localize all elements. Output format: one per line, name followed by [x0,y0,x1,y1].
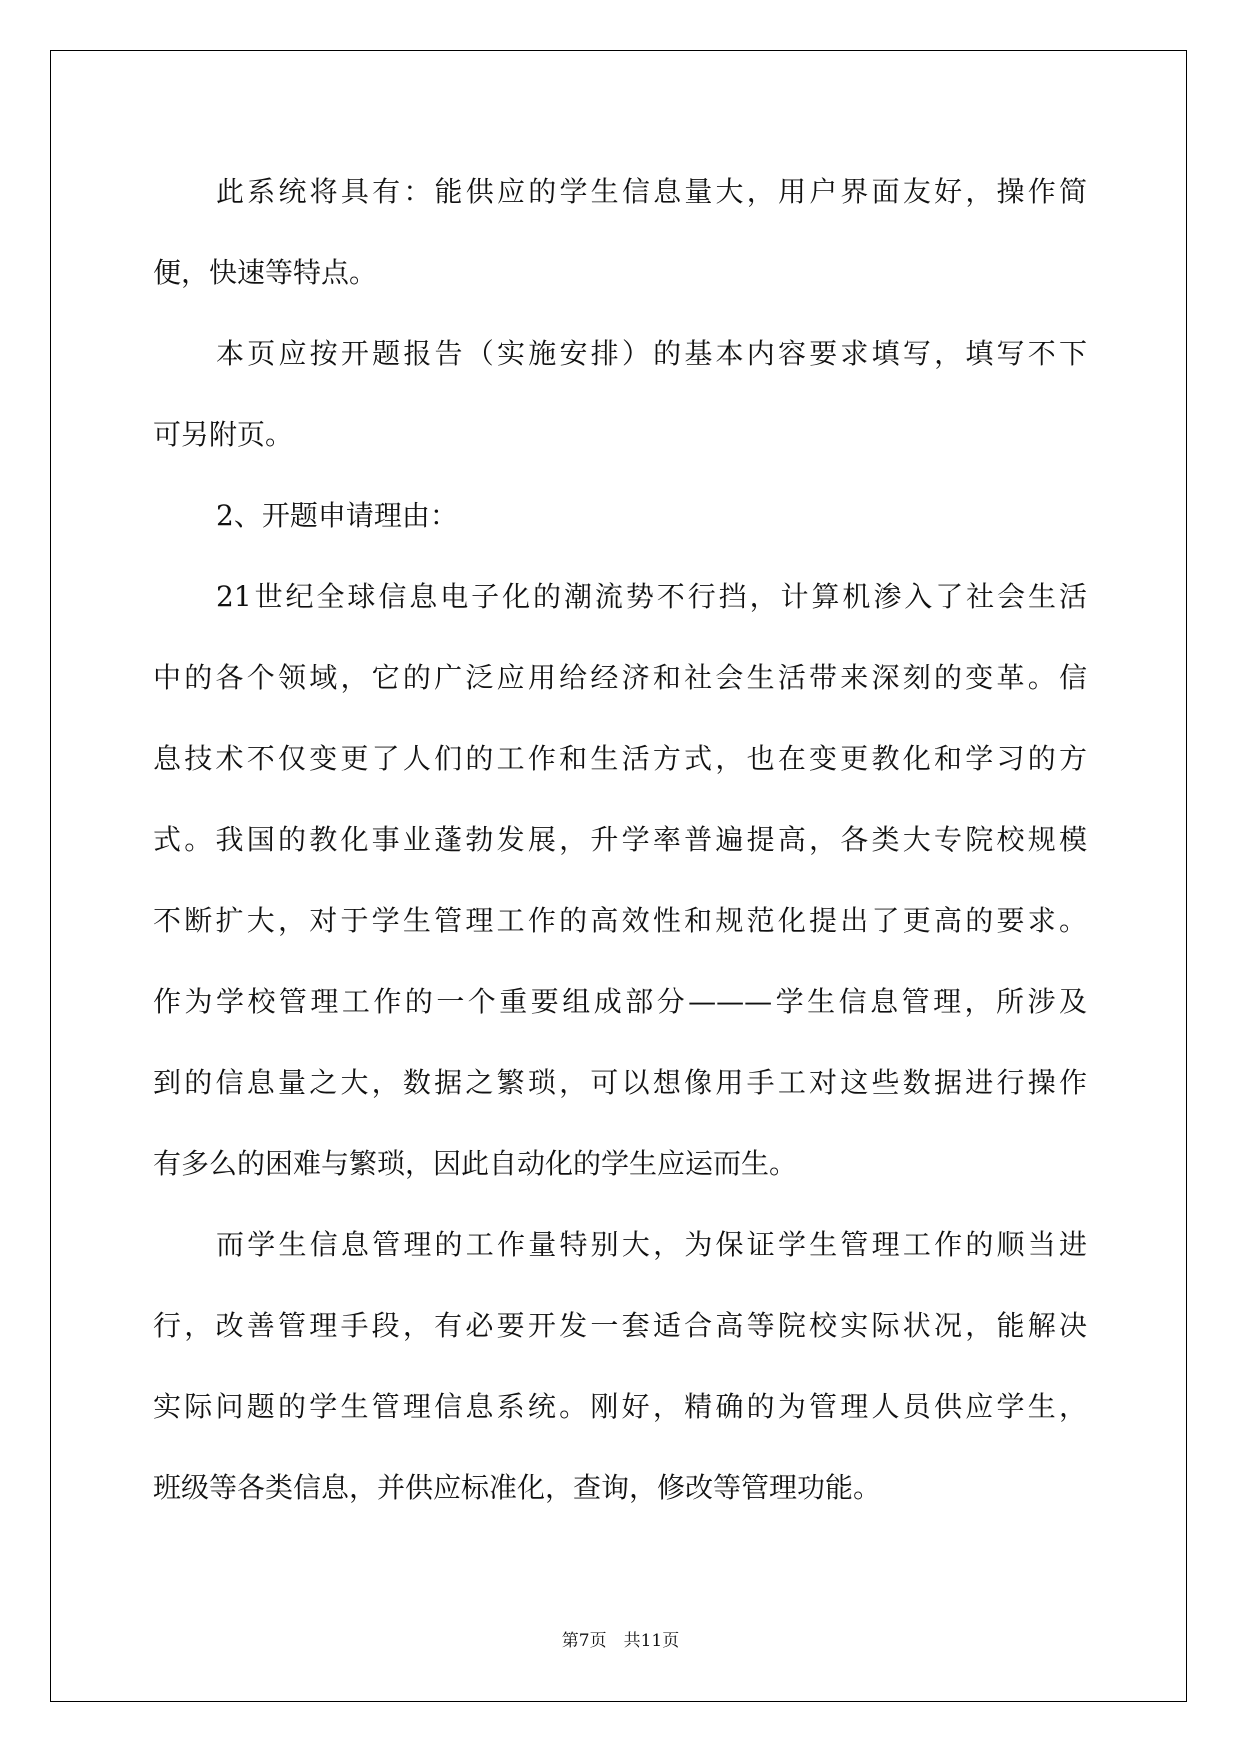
text-line: 不断扩大，对于学生管理工作的高效性和规范化提出了更高的要求。 [153,904,1087,937]
text-line: 本页应按开题报告（实施安排）的基本内容要求填写，填写不下 [216,337,1087,370]
text-line: 2、开题申请理由： [216,499,458,532]
text-line: 而学生信息管理的工作量特别大，为保证学生管理工作的顺当进 [216,1228,1087,1261]
text-line: 实际问题的学生管理信息系统。刚好，精确的为管理人员供应学生， [153,1390,1087,1423]
page-border [50,50,1187,1702]
text-line: 到的信息量之大，数据之繁琐，可以想像用手工对这些数据进行操作 [153,1066,1087,1099]
text-line: 便，快速等特点。 [153,256,378,289]
text-line: 行，改善管理手段，有必要开发一套适合高等院校实际状况，能解决 [153,1309,1087,1342]
text-line: 此系统将具有：能供应的学生信息量大，用户界面友好，操作简 [216,175,1087,208]
text-line: 21世纪全球信息电子化的潮流势不行挡，计算机渗入了社会生活 [216,580,1087,613]
text-line: 有多么的困难与繁琐，因此自动化的学生应运而生。 [153,1147,798,1180]
text-line: 可另附页。 [153,418,294,451]
text-line: 作为学校管理工作的一个重要组成部分———学生信息管理，所涉及 [153,985,1087,1018]
text-line: 息技术不仅变更了人们的工作和生活方式，也在变更教化和学习的方 [153,742,1087,775]
text-line: 班级等各类信息，并供应标准化，查询，修改等管理功能。 [153,1471,882,1504]
page-number-footer: 第7页 共11页 [561,1631,680,1651]
text-line: 式。我国的教化事业蓬勃发展，升学率普遍提高，各类大专院校规模 [153,823,1087,856]
text-line: 中的各个领域，它的广泛应用给经济和社会生活带来深刻的变革。信 [153,661,1087,694]
